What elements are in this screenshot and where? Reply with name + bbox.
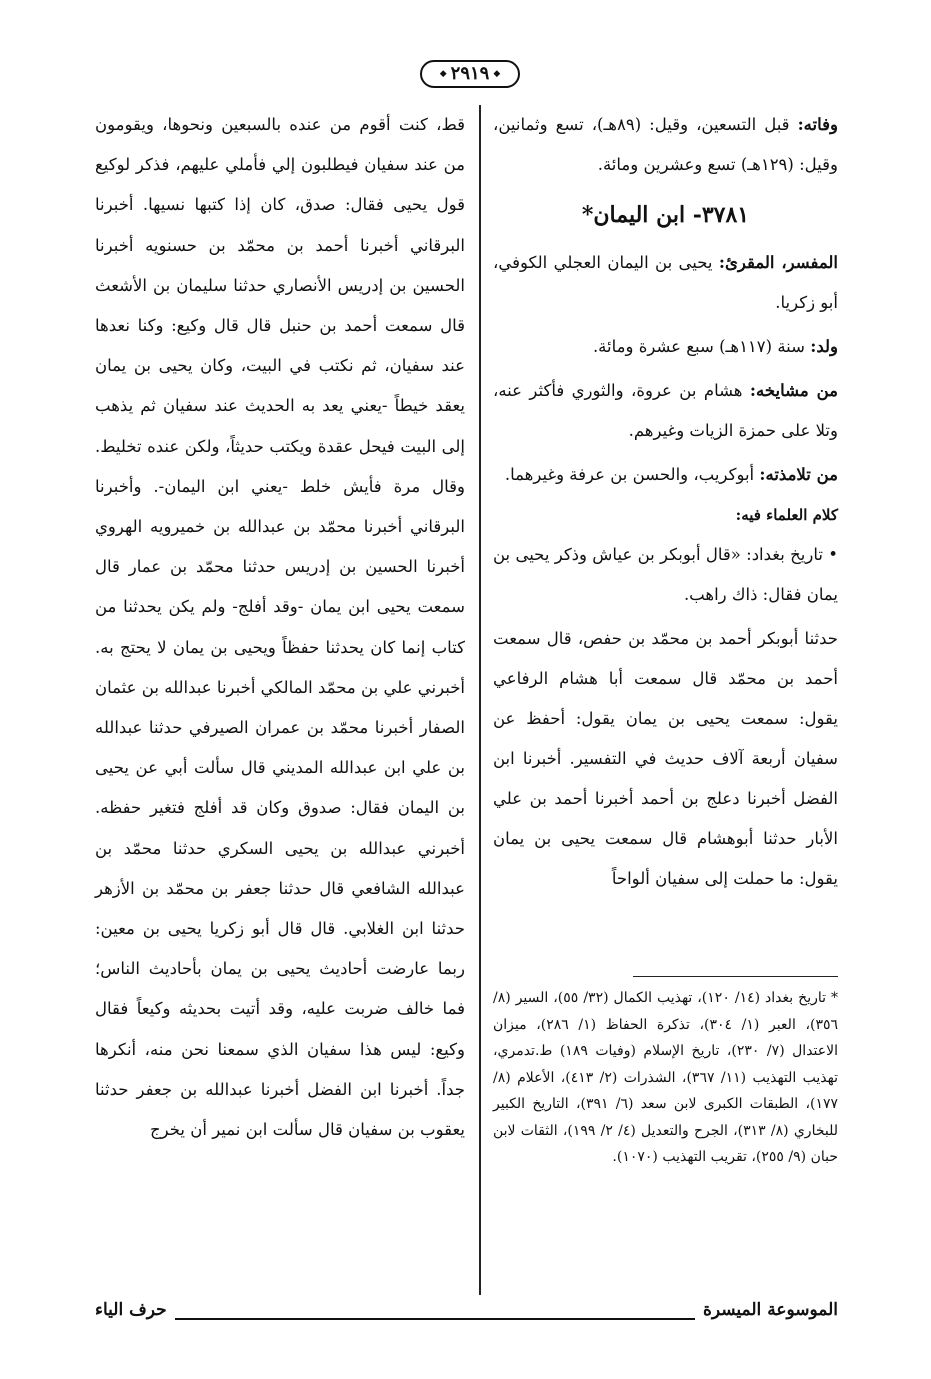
column-divider	[479, 105, 481, 1295]
left-column	[95, 105, 465, 1150]
page-number-badge: ◆ ٢٩١٩ ◆	[420, 60, 521, 88]
birth-paragraph	[493, 327, 838, 367]
scholars-paragraph-2: حدثنا أبوبكر أحمد بن محمّد بن حفص، قال سمعت أحمد بن محمّد قال سمعت أبا هشام الرفاعي يقول: سمعت يحيى بن يمان يقول: أحفظ عن سفيان أربعة آلاف حديث في التفسير. أخبرنا ابن الفضل أخبرنا دعلج بن أحمد أخبرنا أحمد بن علي الأبار حدثنا أبوهشام قال سمعت يحيى بن يمان يقول: ما حملت إلى سفيان ألواحاً	[493, 629, 838, 888]
page-number	[415, 60, 525, 90]
profile-text: يحيى بن اليمان العجلي الكوفي، أبو زكريا.	[493, 253, 838, 312]
students-paragraph	[493, 455, 838, 495]
left-column-text: قط، كنت أقوم من عنده بالسبعين ونحوها، ويقومون من عند سفيان فيطلبون إلي فأملي عليهم، فذكر لوكيع قول يحيى فقال: صدق، كان إذا كتبها نسيها. أخبرنا البرقاني أخبرنا أحمد بن محمّد بن حسنويه أخبرنا الحسين بن إدريس الأنصاري حدثنا سليمان بن الأشعث قال سمعت أحمد بن حنبل قال قال وكيع: وكنا نعدها عند سفيان، ثم نكتب في البيت، وكان يحيى بن يمان يعقد خيطاً -يعني يعد به الحديث عند سفيان ثم يذهب إلى البيت فيحل عقدة ويكتب حديثاً، ولكن عنده تخليط. وقال مرة فأيش خلط -يعني ابن اليمان-. وأخبرنا البرقاني أخبرنا محمّد بن عبدالله بن خميرويه الهروي أخبرنا الحسين بن إدريس حدثنا محمّد بن عمار قال سمعت يحيى ابن يمان -وقد أفلج- ولم يكن يحدثنا من كتاب إنما كان يحدثنا حفظاً ويحيى بن يمان لا يحتج به. أخبرني علي بن محمّد المالكي أخبرنا عبدالله بن عثمان الصفار أخبرنا محمّد بن عمران الصيرفي حدثنا عبدالله بن علي ابن عبدالله المديني قال سألت أبي عن يحيى بن اليمان فقال: صدوق وكان قد أفلج فتغير حفظه. أخبرني عبدالله بن يحيى السكري حدثنا محمّد بن عبدالله الشافعي قال حدثنا جعفر بن محمّد بن الأزهر حدثنا ابن الغلابي. قال قال أبو زكريا يحيى بن معين: ربما عارضت أحاديث يحيى بن يمان بأحاديث الناس؛ فما خالف ضربت عليه، وقد أتيت بحديثه وكيعاً فقال وكيع: ليس هذا سفيان الذي سمعنا نحن منه، أنكرها جداً. أخبرنا ابن الفضل أخبرنا عبدالله بن جعفر حدثنا يعقوب بن سفيان قال سألت ابن نمير أن يخرج	[95, 115, 465, 1140]
footer-rule	[175, 1318, 695, 1320]
teachers-label: من مشايخه:	[749, 381, 838, 400]
students-label: من تلامذته:	[759, 465, 838, 484]
profile-paragraph	[493, 243, 838, 323]
death-text: قبل التسعين، وقيل: (٨٩هـ)، تسع وثمانين، وقيل: (١٢٩هـ) تسع وعشرين ومائة.	[493, 115, 838, 174]
teachers-text: هشام بن عروة، والثوري فأكثر عنه، وتلا على حمزة الزيات وغيرهم.	[493, 381, 838, 440]
footer-book-title: الموسوعة الميسرة	[702, 1300, 838, 1320]
footer-section: حرف الياء	[95, 1300, 167, 1320]
entry-title: ٣٧٨١- ابن اليمان*	[581, 202, 750, 228]
profile-label: المفسر، المقرئ:	[718, 253, 839, 272]
footnote: * تاريخ بغداد (١٤/ ١٢٠)، تهذيب الكمال (٣٢/ ٥٥)، السير (٨/ ٣٥٦)، العبر (١/ ٣٠٤)، تذكرة الحفاظ (١/ ٢٨٦)، ميزان الاعتدال (٧/ ٢٣٠)، تاريخ الإسلام (وفيات ١٨٩) ط.تدمري، تهذيب التهذيب (١١/ ٣٦٧)، الشذرات (٢/ ٤١٣)، الأعلام (٨/ ١٧٧)، الطبقات الكبرى لابن سعد (٦/ ٣٩١)، التاريخ الكبير للبخاري (٨/ ٣١٣)، الجرح والتعديل (٤/ ٢/ ١٩٩)، الثقات لابن حبان (٩/ ٢٥٥)، تقريب التهذيب (١٠٧٠).	[493, 990, 839, 1165]
scholars-heading: كلام العلماء فيه:	[735, 506, 838, 524]
teachers-paragraph	[493, 371, 838, 451]
birth-label: ولد:	[810, 337, 838, 356]
right-column	[493, 105, 838, 899]
birth-text: سنة (١١٧هـ) سبع عشرة ومائة.	[592, 337, 805, 356]
death-paragraph	[493, 105, 838, 185]
footnote-rule	[633, 976, 838, 977]
scholars-paragraph-1: • تاريخ بغداد: «قال أبوبكر بن عياش وذكر يحيى بن يمان فقال: ذاك راهب.	[493, 545, 838, 604]
students-text: أبوكريب، والحسن بن عرفة وغيرهما.	[504, 465, 755, 484]
page-footer	[95, 1300, 838, 1328]
death-label: وفاته:	[797, 115, 839, 134]
